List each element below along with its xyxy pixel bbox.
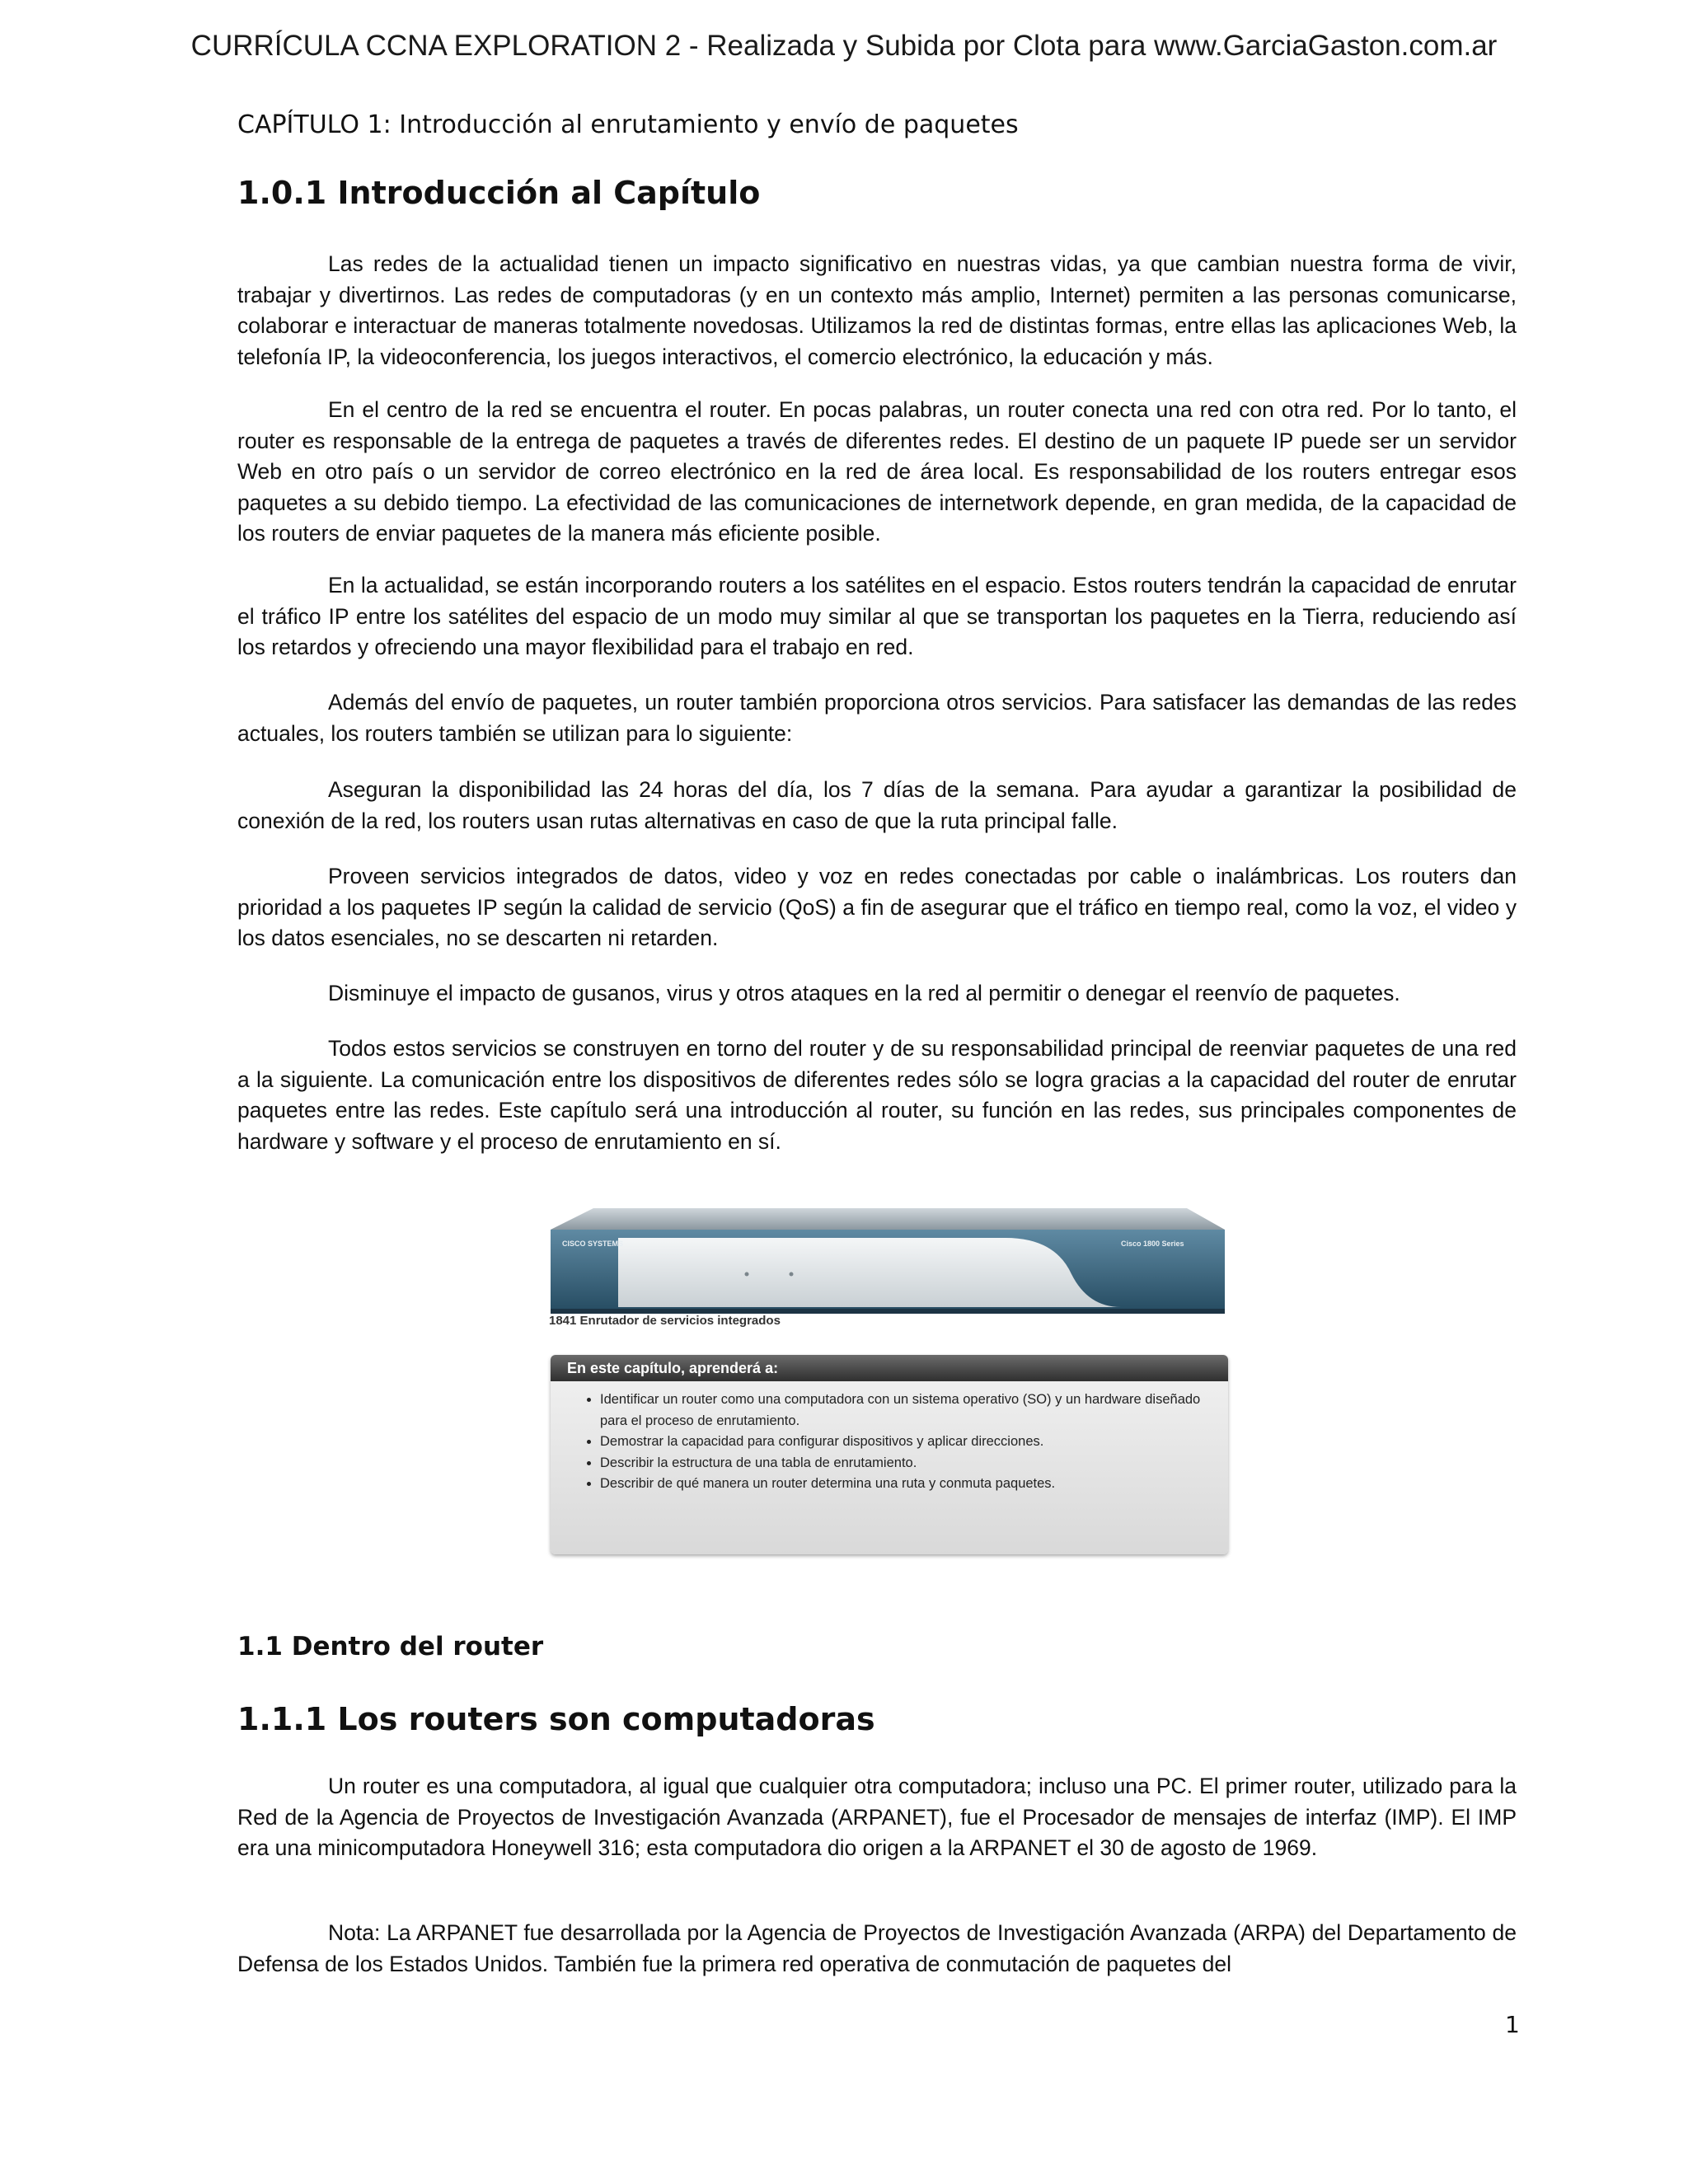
paragraph: Disminuye el impacto de gusanos, virus y otros ataques en la red al permitir o denegar el reenvío de paquetes.: [328, 981, 1400, 1005]
page-number: 1: [1505, 2011, 1520, 2038]
router-model-label: Cisco 1800 Series: [1121, 1240, 1184, 1248]
paragraph: Además del envío de paquetes, un router también proporciona otros servicios. Para satisfacer las demandas de las redes actuales, los routers también se utilizan para lo siguiente:: [237, 690, 1517, 746]
paragraph: Nota: La ARPANET fue desarrollada por la Agencia de Proyectos de Investigación Avanzada (ARPA) del Departamento de Defensa de los Estados Unidos. También fue la primera red operativa de conmutación de paquetes del: [237, 1920, 1517, 1976]
section-heading-1-1: 1.1 Dentro del router: [237, 1632, 544, 1661]
section-heading-1-1-1: 1.1.1 Los routers son computadoras: [237, 1701, 875, 1737]
led-icon: [745, 1272, 749, 1277]
objectives-list: [551, 1390, 1228, 1495]
router-image: [544, 1205, 1230, 1319]
paragraph: Aseguran la disponibilidad las 24 horas del día, los 7 días de la semana. Para ayudar a garantizar la posibilidad de conexión de la red, los routers usan rutas alternativas en caso de que la ruta principal falle.: [237, 777, 1517, 833]
list-item: • Demostrar la capacidad para configurar dispositivos y aplicar direcciones.: [600, 1432, 1228, 1453]
paragraph: Proveen servicios integrados de datos, video y voz en redes conectadas por cable o inalámbricas. Los routers dan prioridad a los paquetes IP según la calidad de servicio (QoS) a fin de asegurar que el tráfico en tiempo real, como la voz, el video y los datos esenciales, no se descarten ni retarden.: [237, 864, 1517, 950]
objectives-box: [551, 1355, 1228, 1554]
paragraph: Un router es una computadora, al igual que cualquier otra computadora; incluso una PC. El primer router, utilizado para la Red de la Agencia de Proyectos de Investigación Avanzada (ARPANET), fue el Procesador de mensajes de interfaz (IMP). El IMP era una minicomputadora Honeywell 316; esta computadora dio origen a la ARPANET el 30 de agosto de 1969.: [237, 1774, 1517, 1860]
list-item: • Describir de qué manera un router determina una ruta y conmuta paquetes.: [600, 1474, 1228, 1495]
chapter-title: CAPÍTULO 1: Introducción al enrutamiento y envío de paquetes: [237, 110, 1019, 139]
list-item: • Describir la estructura de una tabla de enrutamiento.: [600, 1453, 1228, 1474]
router-brand-label: CISCO SYSTEMS: [562, 1240, 624, 1248]
router-figure: [536, 1205, 1236, 1551]
objectives-title: En este capítulo, aprenderá a:: [551, 1355, 1228, 1381]
section-heading-1-0-1: 1.0.1 Introducción al Capítulo: [237, 175, 761, 211]
paragraph: En el centro de la red se encuentra el router. En pocas palabras, un router conecta una red con otra red. Por lo tanto, el router es responsable de la entrega de paquetes a través de diferentes redes. El destino de un paquete IP puede ser un servidor Web en otro país o un servidor de correo electrónico en la red de área local. Es responsabilidad de los routers entregar esos paquetes a su debido tiempo. La efectividad de las comunicaciones de internetwork depende, en gran medida, de la capacidad de los routers de enviar paquetes de la manera más eficiente posible.: [237, 397, 1517, 546]
paragraph: Todos estos servicios se construyen en torno del router y de su responsabilidad principal de reenviar paquetes de una red a la siguiente. La comunicación entre los dispositivos de diferentes redes sólo se logra gracias a la capacidad del router de enrutar paquetes entre las redes. Este capítulo será una introducción al router, su función en las redes, sus principales componentes de hardware y software y el proceso de enrutamiento en sí.: [237, 1036, 1517, 1154]
led-icon: [790, 1272, 794, 1277]
page-header: CURRÍCULA CCNA EXPLORATION 2 - Realizada y Subida por Clota para www.GarciaGaston.com.ar: [190, 30, 1498, 62]
figure-caption: 1841 Enrutador de servicios integrados: [549, 1314, 781, 1328]
paragraph: En la actualidad, se están incorporando routers a los satélites en el espacio. Estos routers tendrán la capacidad de enrutar el tráfico IP entre los satélites del espacio de un modo muy similar al que se transportan los paquetes en la Tierra, reduciendo así los retardos y ofreciendo una mayor flexibilidad para el trabajo en red.: [237, 573, 1517, 659]
paragraph: Las redes de la actualidad tienen un impacto significativo en nuestras vidas, ya que cambian nuestra forma de vivir, trabajar y divertirnos. Las redes de computadoras (y en un contexto más amplio, Internet) permiten a las personas comunicarse, colaborar e interactuar de maneras totalmente novedosas. Utilizamos la red de distintas formas, entre ellas las aplicaciones Web, la telefonía IP, la videoconferencia, los juegos interactivos, el comercio electrónico, la educación y más.: [237, 251, 1517, 369]
list-item: • Identificar un router como una computadora con un sistema operativo (SO) y un hardware diseñado para el proceso de enrutamiento.: [600, 1390, 1228, 1432]
